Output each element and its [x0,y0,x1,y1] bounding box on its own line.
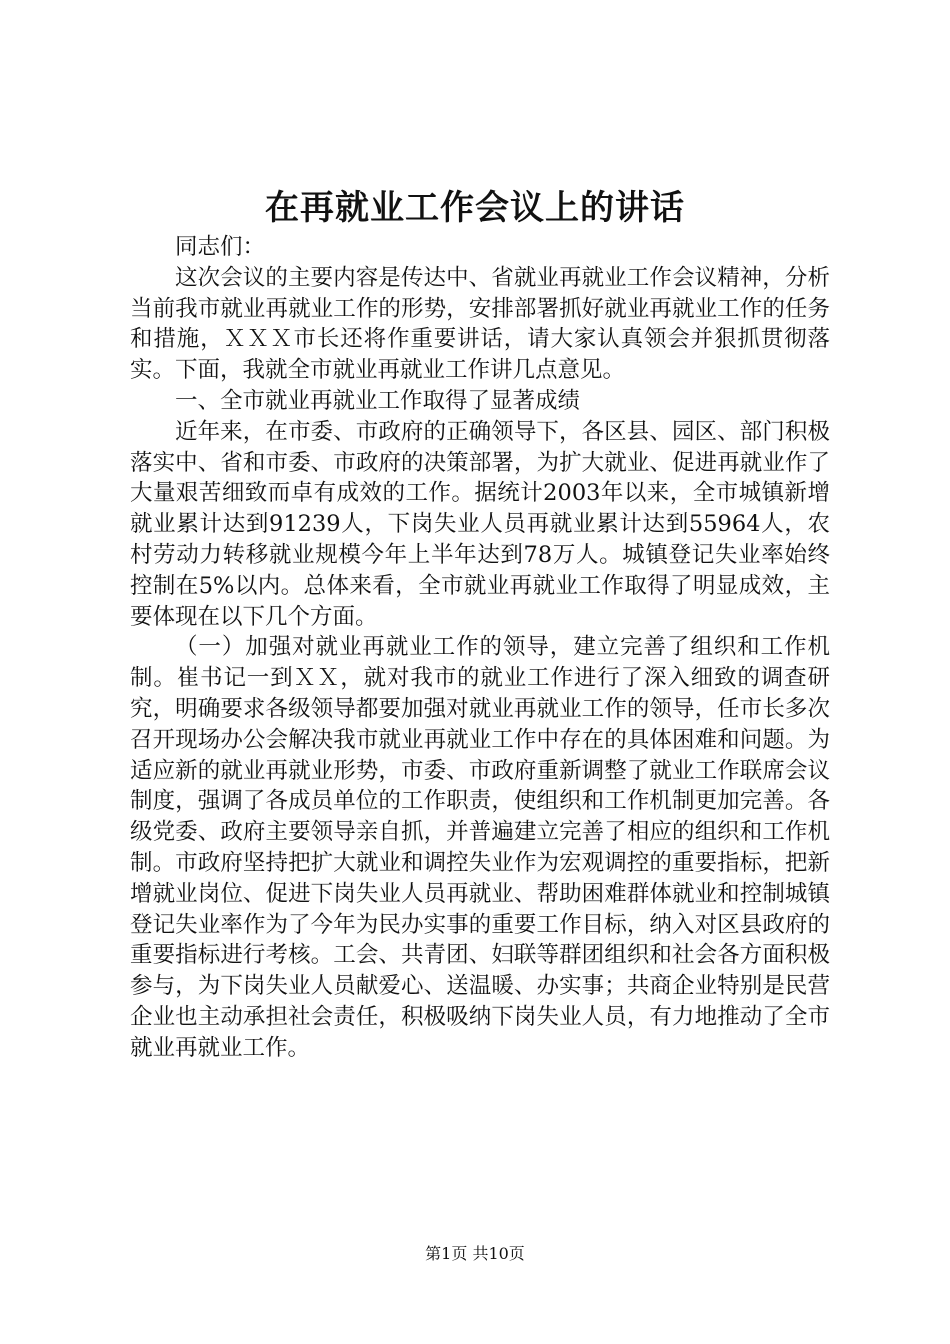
intro-paragraph: 这次会议的主要内容是传达中、省就业再就业工作会议精神，分析当前我市就业再就业工作的形势，安排部署抓好就业再就业工作的任务和措施，ＸＸＸ市长还将作重要讲话，请大家认真领会并狠抓贯彻落实。下面，我就全市就业再就业工作讲几点意见。 [130,264,830,384]
section-heading-1: 一、全市就业再就业工作取得了显著成绩 [175,387,581,414]
document-title: 在再就业工作会议上的讲话 [265,188,685,228]
page-footer: 第1页 共10页 [425,1244,525,1263]
subsection-paragraph-1: （一）加强对就业再就业工作的领导，建立完善了组织和工作机制。崔书记一到ＸＸ，就对我市的就业工作进行了深入细致的调查研究，明确要求各级领导都要加强对就业再就业工作的领导，任市长多次召开现场办公会解决我市就业再就业工作中存在的具体困难和问题。为适应新的就业再就业形势，市委、市政府重新调整了就业工作联席会议制度，强调了各成员单位的工作职责，使组织和工作机制更加完善。各级党委、政府主要领导亲自抓，并普遍建立完善了相应的组织和工作机制。市政府坚持把扩大就业和调控失业作为宏观调控的重要指标，把新增就业岗位、促进下岗失业人员再就业、帮助困难群体就业和控制城镇登记失业率作为了今年为民办实事的重要工作目标，纳入对区县政府的重要指标进行考核。工会、共青团、妇联等群团组织和社会各方面积极参与，为下岗失业人员献爱心、送温暖、办实事；共商企业特别是民营企业也主动承担社会责任，积极吸纳下岗失业人员，有力地推动了全市就业再就业工作。 [130,634,830,1061]
salutation-paragraph: 同志们： [175,234,266,260]
achievements-paragraph: 近年来，在市委、市政府的正确领导下，各区县、园区、部门积极落实中、省和市委、市政府的决策部署，为扩大就业、促进再就业作了大量艰苦细致而卓有成效的工作。据统计2003年以来，全市城镇新增就业累计达到91239人，下岗失业人员再就业累计达到55964人，农村劳动力转移就业规模今年上半年达到78万人。城镇登记失业率始终控制在5%以内。总体来看，全市就业再就业工作取得了明显成效，主要体现在以下几个方面。 [130,418,830,630]
document-body [130,232,830,1064]
